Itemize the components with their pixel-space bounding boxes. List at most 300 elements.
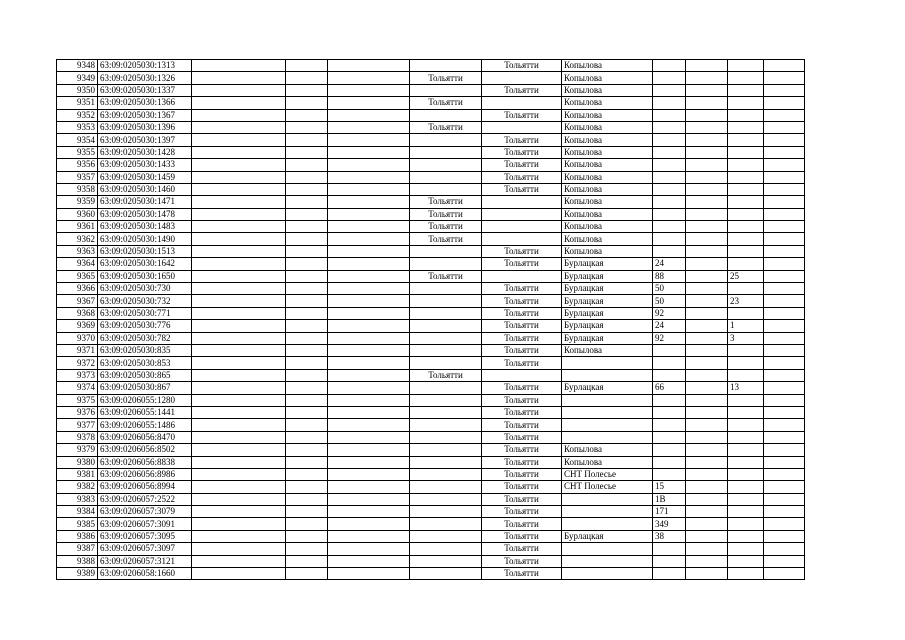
table-row — [57, 221, 805, 233]
table-row — [57, 84, 805, 96]
table-cell — [482, 121, 562, 133]
table-cell: 9363 — [57, 245, 98, 257]
table-cell — [686, 60, 728, 72]
table-cell — [286, 183, 328, 195]
table-cell — [328, 134, 410, 146]
table-cell — [686, 431, 728, 443]
table-cell: Бурлацкая — [562, 295, 653, 307]
table-cell — [686, 159, 728, 171]
table-cell: Тольятти — [482, 60, 562, 72]
table-cell — [286, 60, 328, 72]
table-cell — [653, 369, 686, 381]
table-cell: 63:09:0205030:1478 — [98, 208, 192, 220]
table-cell — [764, 159, 805, 171]
table-cell — [686, 270, 728, 282]
table-cell — [482, 97, 562, 109]
table-cell: Копылова — [562, 456, 653, 468]
table-cell — [482, 369, 562, 381]
table-cell: 63:09:0205030:1366 — [98, 97, 192, 109]
table-cell: 9378 — [57, 431, 98, 443]
table-cell: 9367 — [57, 295, 98, 307]
table-cell — [686, 332, 728, 344]
table-row — [57, 295, 805, 307]
table-cell — [482, 221, 562, 233]
table-cell — [286, 468, 328, 480]
table-cell: 9356 — [57, 159, 98, 171]
data-table — [56, 59, 805, 580]
table-cell — [410, 171, 482, 183]
table-cell — [286, 72, 328, 84]
table-cell — [410, 456, 482, 468]
table-cell — [653, 543, 686, 555]
table-cell — [328, 258, 410, 270]
table-cell — [728, 419, 764, 431]
table-cell: Тольятти — [482, 555, 562, 567]
table-cell — [562, 357, 653, 369]
table-cell: 63:09:0206057:2522 — [98, 493, 192, 505]
table-cell — [653, 134, 686, 146]
table-cell — [686, 121, 728, 133]
table-cell: 92 — [653, 332, 686, 344]
table-cell — [286, 357, 328, 369]
table-cell: 9353 — [57, 121, 98, 133]
table-cell: Тольятти — [410, 233, 482, 245]
table-cell: 63:09:0205030:853 — [98, 357, 192, 369]
table-cell: 88 — [653, 270, 686, 282]
table-cell: 63:09:0206057:3097 — [98, 543, 192, 555]
table-cell — [653, 444, 686, 456]
table-row — [57, 208, 805, 220]
table-cell — [686, 506, 728, 518]
table-cell — [686, 444, 728, 456]
table-cell — [764, 283, 805, 295]
table-cell — [328, 245, 410, 257]
table-cell — [764, 431, 805, 443]
table-cell — [328, 493, 410, 505]
table-cell — [482, 270, 562, 282]
table-cell: Тольятти — [410, 208, 482, 220]
table-cell — [328, 530, 410, 542]
table-cell — [410, 245, 482, 257]
table-cell — [686, 419, 728, 431]
table-cell: Бурлацкая — [562, 320, 653, 332]
table-cell — [328, 295, 410, 307]
table-cell: Тольятти — [482, 357, 562, 369]
table-cell — [328, 121, 410, 133]
table-cell — [410, 357, 482, 369]
table-cell — [192, 270, 286, 282]
table-cell — [328, 233, 410, 245]
table-cell — [192, 419, 286, 431]
table-cell — [686, 221, 728, 233]
table-cell — [192, 233, 286, 245]
table-cell — [728, 530, 764, 542]
table-row — [57, 134, 805, 146]
table-cell — [410, 406, 482, 418]
table-cell — [192, 134, 286, 146]
table-cell — [728, 456, 764, 468]
table-cell — [328, 518, 410, 530]
table-cell — [653, 146, 686, 158]
table-cell: Тольятти — [482, 456, 562, 468]
table-cell — [328, 171, 410, 183]
table-cell: 63:09:0205030:1367 — [98, 109, 192, 121]
table-cell — [192, 518, 286, 530]
table-cell: 9348 — [57, 60, 98, 72]
table-cell — [410, 109, 482, 121]
table-cell — [328, 456, 410, 468]
table-cell — [686, 468, 728, 480]
table-cell — [764, 444, 805, 456]
table-cell — [286, 221, 328, 233]
table-cell — [764, 221, 805, 233]
table-cell — [286, 530, 328, 542]
table-cell — [764, 258, 805, 270]
table-cell — [686, 97, 728, 109]
table-cell — [686, 382, 728, 394]
table-cell — [286, 134, 328, 146]
table-cell — [653, 97, 686, 109]
table-cell — [328, 332, 410, 344]
table-cell: Копылова — [562, 344, 653, 356]
table-cell: Тольятти — [410, 196, 482, 208]
table-cell — [482, 233, 562, 245]
table-cell: 63:09:0206057:3121 — [98, 555, 192, 567]
table-cell: Бурлацкая — [562, 258, 653, 270]
table-cell: 9376 — [57, 406, 98, 418]
table-cell — [410, 394, 482, 406]
table-cell — [728, 369, 764, 381]
table-cell — [686, 183, 728, 195]
table-cell: Тольятти — [482, 283, 562, 295]
table-cell: 9362 — [57, 233, 98, 245]
table-cell — [764, 493, 805, 505]
table-cell: Тольятти — [482, 506, 562, 518]
table-cell — [192, 369, 286, 381]
table-row — [57, 146, 805, 158]
table-cell: Тольятти — [482, 493, 562, 505]
table-cell: 3 — [728, 332, 764, 344]
table-cell: 9359 — [57, 196, 98, 208]
table-cell — [410, 468, 482, 480]
table-cell: СНТ Полесье — [562, 468, 653, 480]
table-cell — [653, 171, 686, 183]
table-cell — [328, 159, 410, 171]
table-cell: 63:09:0206057:3079 — [98, 506, 192, 518]
table-cell — [764, 555, 805, 567]
table-cell — [192, 245, 286, 257]
table-cell — [728, 245, 764, 257]
table-cell: Тольятти — [482, 543, 562, 555]
table-cell: 63:09:0205030:835 — [98, 344, 192, 356]
table-cell — [728, 208, 764, 220]
table-cell — [410, 555, 482, 567]
table-cell: 63:09:0205030:1490 — [98, 233, 192, 245]
table-cell — [192, 72, 286, 84]
table-cell: Тольятти — [482, 468, 562, 480]
table-row — [57, 332, 805, 344]
table-cell: 9380 — [57, 456, 98, 468]
table-row — [57, 568, 805, 580]
table-cell — [286, 444, 328, 456]
table-cell — [764, 146, 805, 158]
table-cell — [410, 332, 482, 344]
table-cell — [328, 97, 410, 109]
table-cell — [328, 60, 410, 72]
table-cell: 9372 — [57, 357, 98, 369]
table-cell — [286, 481, 328, 493]
table-cell: 63:09:0205030:865 — [98, 369, 192, 381]
table-cell: 63:09:0205030:1326 — [98, 72, 192, 84]
table-row — [57, 406, 805, 418]
table-cell — [328, 320, 410, 332]
table-cell: 92 — [653, 307, 686, 319]
table-cell — [686, 555, 728, 567]
table-cell: 1 — [728, 320, 764, 332]
table-cell: 63:09:0205030:1483 — [98, 221, 192, 233]
table-cell: Тольятти — [410, 270, 482, 282]
table-cell — [482, 72, 562, 84]
table-cell: Тольятти — [482, 518, 562, 530]
table-cell — [764, 208, 805, 220]
table-cell: 66 — [653, 382, 686, 394]
table-cell: 24 — [653, 320, 686, 332]
table-cell — [686, 357, 728, 369]
table-cell — [653, 72, 686, 84]
table-cell — [562, 406, 653, 418]
table-body — [57, 60, 805, 580]
table-cell — [286, 344, 328, 356]
table-cell: Тольятти — [482, 568, 562, 580]
table-cell — [764, 419, 805, 431]
table-cell — [286, 283, 328, 295]
table-cell — [192, 332, 286, 344]
table-cell — [728, 159, 764, 171]
table-cell — [192, 568, 286, 580]
table-cell — [192, 506, 286, 518]
table-row — [57, 357, 805, 369]
table-cell — [286, 159, 328, 171]
table-cell — [286, 233, 328, 245]
table-cell: Копылова — [562, 84, 653, 96]
table-cell: 9349 — [57, 72, 98, 84]
table-cell — [192, 183, 286, 195]
table-cell — [410, 530, 482, 542]
table-cell — [328, 283, 410, 295]
table-cell: Бурлацкая — [562, 307, 653, 319]
table-cell — [686, 109, 728, 121]
table-cell: 9374 — [57, 382, 98, 394]
table-cell — [192, 357, 286, 369]
table-cell — [286, 456, 328, 468]
table-cell: 63:09:0205030:1650 — [98, 270, 192, 282]
table-cell — [482, 208, 562, 220]
table-cell: 63:09:0205030:1337 — [98, 84, 192, 96]
table-cell: 63:09:0206055:1280 — [98, 394, 192, 406]
table-cell — [686, 258, 728, 270]
table-cell — [653, 419, 686, 431]
table-cell — [192, 382, 286, 394]
table-cell — [286, 196, 328, 208]
table-cell — [562, 369, 653, 381]
table-cell — [286, 245, 328, 257]
table-row — [57, 344, 805, 356]
table-cell — [328, 468, 410, 480]
table-cell — [328, 382, 410, 394]
table-cell — [728, 258, 764, 270]
table-cell — [286, 320, 328, 332]
table-cell — [686, 481, 728, 493]
table-cell — [764, 134, 805, 146]
table-cell: Тольятти — [482, 245, 562, 257]
table-cell: 50 — [653, 283, 686, 295]
table-cell — [192, 530, 286, 542]
table-cell — [410, 382, 482, 394]
table-cell — [328, 555, 410, 567]
table-cell: 9357 — [57, 171, 98, 183]
table-cell: 171 — [653, 506, 686, 518]
table-row — [57, 183, 805, 195]
table-cell: Тольятти — [482, 109, 562, 121]
table-cell — [764, 530, 805, 542]
table-cell: 63:09:0205030:1396 — [98, 121, 192, 133]
table-cell: 63:09:0205030:1313 — [98, 60, 192, 72]
table-cell: Тольятти — [482, 134, 562, 146]
table-cell — [686, 295, 728, 307]
table-cell: Копылова — [562, 171, 653, 183]
table-row — [57, 307, 805, 319]
table-cell: Копылова — [562, 121, 653, 133]
table-cell — [328, 146, 410, 158]
table-cell — [328, 344, 410, 356]
table-cell: Тольятти — [410, 72, 482, 84]
table-cell — [286, 270, 328, 282]
table-cell — [562, 431, 653, 443]
table-cell — [286, 369, 328, 381]
table-cell: 9370 — [57, 332, 98, 344]
table-cell — [653, 431, 686, 443]
table-cell — [728, 171, 764, 183]
table-row — [57, 258, 805, 270]
table-row — [57, 369, 805, 381]
table-cell — [728, 357, 764, 369]
table-cell — [410, 283, 482, 295]
table-cell — [728, 109, 764, 121]
table-cell — [328, 84, 410, 96]
table-cell: СНТ Полесье — [562, 481, 653, 493]
table-cell: Копылова — [562, 245, 653, 257]
table-cell — [286, 307, 328, 319]
table-cell — [728, 134, 764, 146]
table-cell: 63:09:0206056:8838 — [98, 456, 192, 468]
table-cell — [328, 394, 410, 406]
table-row — [57, 543, 805, 555]
table-cell: 9364 — [57, 258, 98, 270]
table-row — [57, 159, 805, 171]
table-cell: Тольятти — [482, 481, 562, 493]
table-cell — [653, 121, 686, 133]
table-row — [57, 233, 805, 245]
table-cell: Копылова — [562, 60, 653, 72]
table-row — [57, 382, 805, 394]
table-cell — [686, 245, 728, 257]
table-cell: Копылова — [562, 208, 653, 220]
table-cell: Тольятти — [482, 84, 562, 96]
table-cell — [286, 208, 328, 220]
table-cell — [764, 568, 805, 580]
table-cell — [686, 493, 728, 505]
table-row — [57, 171, 805, 183]
table-cell: 9384 — [57, 506, 98, 518]
table-cell — [328, 183, 410, 195]
table-cell — [286, 518, 328, 530]
table-cell: 9383 — [57, 493, 98, 505]
table-cell — [728, 481, 764, 493]
table-row — [57, 419, 805, 431]
table-cell — [192, 431, 286, 443]
table-cell: 63:09:0205030:1513 — [98, 245, 192, 257]
table-cell: 9388 — [57, 555, 98, 567]
table-cell — [562, 543, 653, 555]
table-cell: Копылова — [562, 109, 653, 121]
table-cell — [328, 109, 410, 121]
table-cell: 24 — [653, 258, 686, 270]
table-cell: Бурлацкая — [562, 332, 653, 344]
table-cell: Тольятти — [482, 320, 562, 332]
table-cell: 38 — [653, 530, 686, 542]
table-cell — [764, 543, 805, 555]
table-cell — [653, 468, 686, 480]
table-cell — [286, 171, 328, 183]
table-cell — [410, 134, 482, 146]
table-cell: Тольятти — [482, 159, 562, 171]
table-cell — [653, 555, 686, 567]
table-cell — [764, 97, 805, 109]
table-cell — [764, 394, 805, 406]
table-cell — [192, 555, 286, 567]
table-cell: 9368 — [57, 307, 98, 319]
table-cell: 9387 — [57, 543, 98, 555]
table-cell — [728, 444, 764, 456]
table-cell: Тольятти — [482, 344, 562, 356]
table-cell: 1В — [653, 493, 686, 505]
table-row — [57, 109, 805, 121]
table-cell: Копылова — [562, 183, 653, 195]
table-cell — [764, 456, 805, 468]
table-cell — [410, 146, 482, 158]
table-row — [57, 121, 805, 133]
table-cell — [410, 481, 482, 493]
table-cell — [653, 344, 686, 356]
table-cell: 9377 — [57, 419, 98, 431]
table-cell — [192, 456, 286, 468]
table-cell — [686, 171, 728, 183]
table-cell: Тольятти — [410, 221, 482, 233]
table-cell: 63:09:0205030:771 — [98, 307, 192, 319]
table-row — [57, 518, 805, 530]
table-cell — [653, 208, 686, 220]
table-cell — [192, 109, 286, 121]
table-cell — [410, 183, 482, 195]
table-cell: 23 — [728, 295, 764, 307]
table-cell — [764, 320, 805, 332]
table-cell: Тольятти — [482, 419, 562, 431]
table-cell — [653, 568, 686, 580]
table-cell — [686, 406, 728, 418]
table-cell — [192, 394, 286, 406]
table-cell: 63:09:0205030:1428 — [98, 146, 192, 158]
table-cell — [728, 468, 764, 480]
